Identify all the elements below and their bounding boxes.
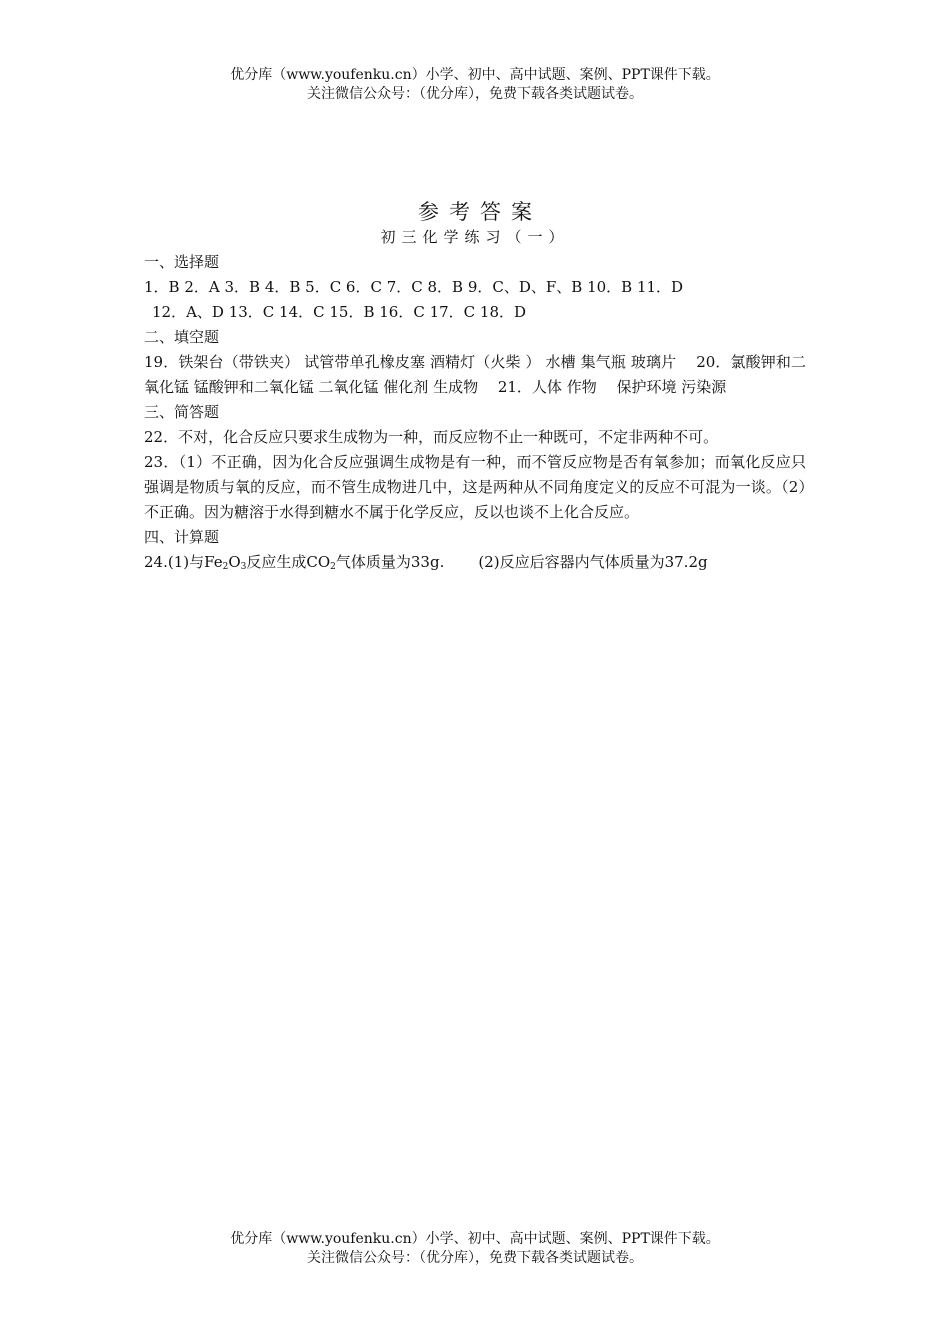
answer-24 (144, 550, 806, 575)
footer-line-2: 关注微信公众号：（优分库），免费下载各类试题试卷。 (307, 1250, 643, 1266)
answer-24-part1-pre: 24.(1)与Fe (144, 553, 223, 571)
page-footer (0, 1230, 950, 1268)
header-line-2: 关注微信公众号：（优分库），免费下载各类试题试卷。 (307, 86, 643, 102)
answer-24-part2: (2)反应后容器内气体质量为37.2g (478, 553, 708, 571)
answer-23: 23．（1）不正确，因为化合反应强调生成物是有一种，而不管反应物是否有氧参加；而氧化反应只强调是物质与氧的反应，而不管生成物进几中，这是两种从不同角度定义的反应不可混为一谈。（2）不正确。因为糖溶于水得到糖水不属于化学反应，反以也谈不上化合反应。 (144, 453, 806, 521)
choice-answers-line-2: 12．A、D 13．C 14．C 15．B 16．C 17．C 18．D (152, 303, 527, 321)
choice-answers-line-1: 1．B 2．A 3．B 4．B 5．C 6．C 7．C 8．B 9．C、D、F、B 10．B 11．D (144, 278, 684, 296)
section-heading-choice: 一、选择题 (144, 253, 220, 271)
section-heading-fill: 二、填空题 (144, 328, 220, 346)
subscript-a: 2 (222, 562, 229, 572)
page-header (0, 66, 950, 104)
answer-24-part1-mid2: 反应生成CO (246, 553, 331, 571)
section-heading-short: 三、简答题 (144, 403, 220, 421)
fill-answers: 19．铁架台（带铁夹） 试管带单孔橡皮塞 酒精灯（火柴 ） 水槽 集气瓶 玻璃片 20．氯酸钾和二氧化锰 锰酸钾和二氧化锰 二氧化锰 催化剂 生成物 21．人体 作物 保护环境 污染源 (144, 353, 806, 396)
answer-content (144, 198, 806, 575)
page-title: 参考答案 (418, 200, 542, 224)
subscript-c: 2 (330, 562, 336, 572)
answer-24-part1-post: 气体质量为33g. (335, 553, 445, 571)
answer-24-part1-mid1: O (228, 553, 241, 571)
answer-22: 22．不对，化合反应只要求生成物为一种，而反应物不止一种既可，不定非两种不可。 (144, 428, 719, 446)
section-heading-calc: 四、计算题 (144, 528, 220, 546)
page-subtitle: 初三化学练习（一） (380, 228, 570, 246)
footer-line-1: 优分库（www.youfenku.cn）小学、初中、高中试题、案例、PPT课件下载。 (230, 1231, 720, 1247)
header-line-1: 优分库（www.youfenku.cn）小学、初中、高中试题、案例、PPT课件下载。 (230, 67, 720, 83)
subscript-b: 3 (240, 562, 247, 572)
